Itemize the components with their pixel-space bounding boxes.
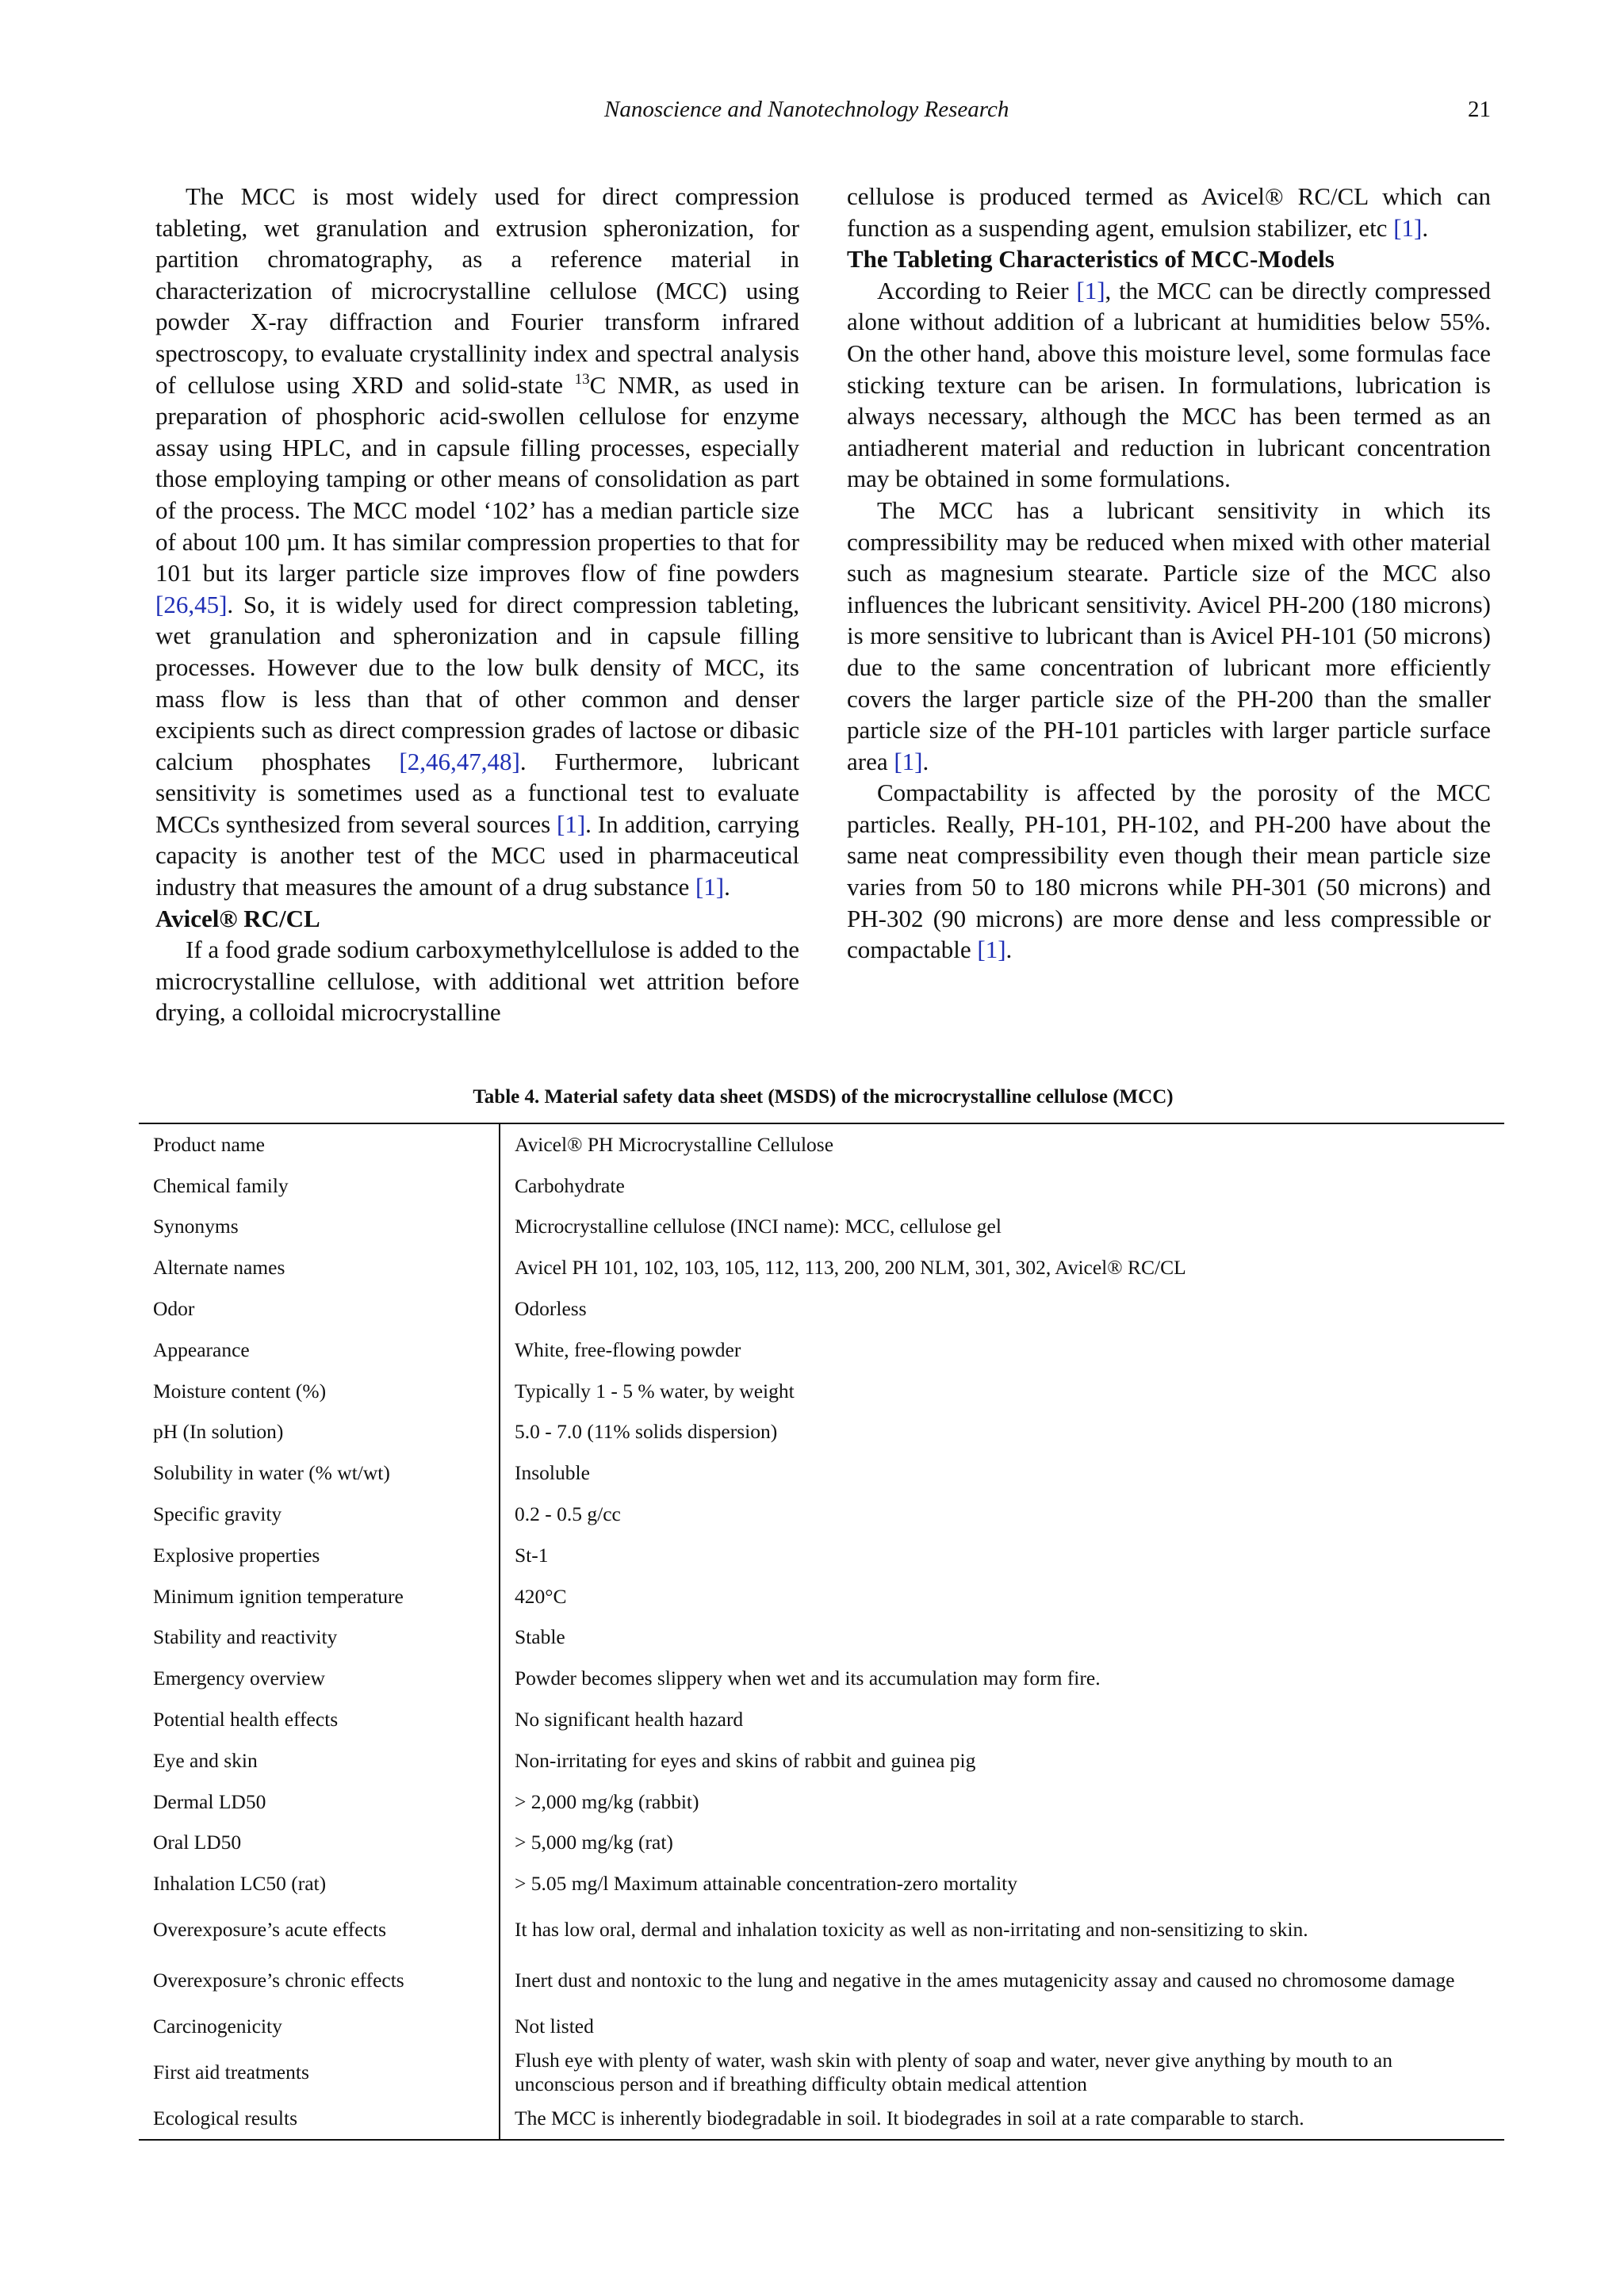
citation-link[interactable]: [26,45] (155, 590, 228, 618)
value-cell: No significant health hazard (515, 1708, 744, 1732)
property-cell: Oral LD50 (139, 1823, 500, 1864)
property-cell: Appearance (139, 1330, 500, 1371)
value-cell: > 2,000 mg/kg (rabbit) (515, 1789, 699, 1813)
property-cell: Specific gravity (139, 1494, 500, 1535)
property-cell: Stability and reactivity (139, 1617, 500, 1659)
table-row (139, 1576, 1504, 1617)
property-cell: Explosive properties (139, 1535, 500, 1576)
property-cell: Carcinogenicity (139, 2006, 500, 2047)
value-cell: Avicel PH 101, 102, 103, 105, 112, 113, 200, 200 NLM, 301, 302, Avicel® RC/CL (515, 1256, 1186, 1280)
value-cell: Insoluble (515, 1461, 590, 1485)
citation-link[interactable]: [1] (1393, 213, 1423, 242)
property-cell: Ecological results (139, 2098, 500, 2140)
table-row (139, 1658, 1504, 1699)
journal-title: Nanoscience and Nanotechnology Research (604, 97, 1009, 122)
table-row (139, 1863, 1504, 1904)
value-cell: Carbohydrate (515, 1173, 625, 1197)
table-row (139, 1535, 1504, 1576)
page-header (0, 97, 1624, 128)
value-cell: Flush eye with plenty of water, wash skin with plenty of soap and water, never give anything by mouth to an unconscious person and if breathing difficulty obtain medical attention (515, 2048, 1392, 2095)
citation-link[interactable]: [1] (695, 873, 725, 901)
paragraph (847, 181, 1491, 243)
property-cell: Solubility in water (% wt/wt) (139, 1452, 500, 1494)
property-cell: Dermal LD50 (139, 1781, 500, 1823)
property-cell: Potential health effects (139, 1699, 500, 1740)
table-row (139, 1740, 1504, 1781)
property-cell: First aid treatments (139, 2047, 500, 2098)
value-cell: 5.0 - 7.0 (11% solids dispersion) (515, 1420, 778, 1444)
table-row (139, 1330, 1504, 1371)
property-cell: Emergency overview (139, 1658, 500, 1699)
table-row (139, 1207, 1504, 1248)
paragraph (847, 275, 1491, 495)
table-row (139, 1955, 1504, 2006)
value-cell: Non-irritating for eyes and skins of rabbit and guinea pig (515, 1748, 976, 1772)
table-row (139, 1412, 1504, 1453)
paragraph (155, 181, 799, 903)
table-row (139, 2047, 1504, 2098)
table-caption: Table 4. Material safety data sheet (MSDS) of the microcrystalline cellulose (MCC) (473, 1086, 1174, 1108)
text-run: . (724, 873, 730, 901)
property-cell: Alternate names (139, 1247, 500, 1288)
text-run: . So, it is widely used for direct compression tableting, wet granulation and spheronization and in capsule filling processes. However due to the low bulk density of MCC, its mass flow is less than that of other common and denser excipients such as direct compression grades of lactose or dibasic calcium phosphates (155, 590, 799, 775)
table-row (139, 1123, 1504, 1165)
text-run: According to Reier (877, 276, 1077, 304)
property-cell: pH (In solution) (139, 1412, 500, 1453)
property-cell: Inhalation LC50 (rat) (139, 1863, 500, 1904)
property-cell: Overexposure’s acute effects (139, 1904, 500, 1955)
table-body (139, 1123, 1504, 2140)
paragraph (847, 495, 1491, 777)
property-cell: Overexposure’s chronic effects (139, 1955, 500, 2006)
text-run: , the MCC can be directly compressed alone without addition of a lubricant at humidities below 55%. On the other hand, above this moisture level, some formulas face sticking texture can be arisen. In formulations, lubrication is always necessary, although the MCC has been termed as an antiadherent material and reduction in lubricant concentration may be obtained in some formulations. (847, 276, 1491, 493)
value-cell: > 5.05 mg/l Maximum attainable concentration-zero mortality (515, 1872, 1017, 1896)
citation-link[interactable]: [1] (894, 747, 923, 775)
value-cell: 420°C (515, 1584, 567, 1608)
property-cell: Chemical family (139, 1165, 500, 1207)
text-run: . (1422, 213, 1429, 242)
citation-link[interactable]: [1] (977, 936, 1006, 964)
property-cell: Odor (139, 1288, 500, 1330)
paragraph (847, 777, 1491, 966)
table-row (139, 2098, 1504, 2140)
property-cell: Product name (139, 1123, 500, 1165)
value-cell: Odorless (515, 1297, 587, 1321)
text-run: Compactability is affected by the porosity of the MCC particles. Really, PH-101, PH-102, and PH-200 have about the same neat compressibility even though their mean particle size varies from 50 to 180 microns while PH-301 (50 microns) and PH-302 (90 microns) are more dense and less compressible or compactable (847, 779, 1491, 964)
text-run: The MCC is most widely used for direct compression tableting, wet granulation and extrusion spheronization, for partition chromatography, as a reference material in characterization of microcrystalline cellulose (MCC) using powder X-ray diffraction and Fourier transform infrared spectroscopy, to evaluate crystallinity index and spectral analysis of cellulose using XRD and solid-state (155, 182, 799, 399)
text-run: The MCC has a lubricant sensitivity in which its compressibility may be reduced when mixed with other material such as magnesium stearate. Particle size of the MCC also influences the lubricant sensitivity. Avicel PH-200 (180 microns) is more sensitive to lubricant than is Avicel PH-101 (50 microns) due to the same concentration of lubricant more efficiently covers the larger particle size of the PH-200 than the smaller particle size of the PH-101 particles with larger particle surface area (847, 496, 1491, 775)
value-cell: It has low oral, dermal and inhalation toxicity as well as non-irritating and non-sensitizing to skin. (515, 1918, 1308, 1942)
citation-link[interactable]: [1] (1076, 276, 1105, 304)
left-column (155, 181, 799, 1028)
value-cell: Microcrystalline cellulose (INCI name): MCC, cellulose gel (515, 1215, 1002, 1238)
value-cell: St-1 (515, 1543, 549, 1567)
section-heading: Avicel® RC/CL (155, 904, 320, 932)
text-run: . In addition, carrying capacity is another test of the MCC used in pharmaceutical industry that measures the amount of a drug substance (155, 809, 800, 901)
property-cell: Eye and skin (139, 1740, 500, 1781)
table-row (139, 1823, 1504, 1864)
value-cell: Powder becomes slippery when wet and its accumulation may form fire. (515, 1667, 1101, 1690)
citation-link[interactable]: [1] (557, 809, 586, 838)
value-cell: The MCC is inherently biodegradable in soil. It biodegrades in soil at a rate comparable to starch. (515, 2106, 1304, 2130)
value-cell: Avicel® PH Microcrystalline Cellulose (515, 1132, 834, 1156)
table-row (139, 2006, 1504, 2047)
text-run: cellulose is produced termed as Avicel® RC/CL which can function as a suspending agent, emulsion stabilizer, etc (847, 182, 1491, 242)
table-row (139, 1699, 1504, 1740)
table-row (139, 1781, 1504, 1823)
section-heading: The Tableting Characteristics of MCC-Models (847, 245, 1335, 274)
text-run: C NMR, as used in preparation of phosphoric acid-swollen cellulose for enzyme assay using HPLC, and in capsule filling processes, especially those employing tamping or other means of consolidation as part of the process. The MCC model ‘102’ has a median particle size of about 100 µm. It has similar compression properties to that for 101 but its larger particle size improves flow of fine powders (155, 370, 799, 587)
table-row (139, 1452, 1504, 1494)
table-row (139, 1494, 1504, 1535)
table-row (139, 1288, 1504, 1330)
value-cell: Typically 1 - 5 % water, by weight (515, 1379, 795, 1402)
table-row (139, 1247, 1504, 1288)
table-row (139, 1617, 1504, 1659)
table-row (139, 1371, 1504, 1412)
text-run: . Furthermore, lubricant sensitivity is sometimes used as a functional test to evaluate MCCs synthesized from several sources (155, 747, 799, 838)
value-cell: > 5,000 mg/kg (rat) (515, 1831, 673, 1854)
text-run: . (1005, 936, 1013, 964)
value-cell: White, free-flowing powder (515, 1337, 741, 1361)
paragraph: If a food grade sodium carboxymethylcellulose is added to the microcrystalline cellulose, with additional wet attrition before drying, a colloidal microcrystalline (155, 936, 799, 1027)
value-cell: 0.2 - 0.5 g/cc (515, 1502, 621, 1526)
page-number: 21 (1468, 97, 1491, 122)
value-cell: Stable (515, 1625, 565, 1649)
msds-table (139, 1123, 1504, 2141)
property-cell: Moisture content (%) (139, 1371, 500, 1412)
property-cell: Minimum ignition temperature (139, 1576, 500, 1617)
table-row (139, 1904, 1504, 1955)
superscript: 13 (574, 370, 590, 388)
value-cell: Inert dust and nontoxic to the lung and negative in the ames mutagenicity assay and caused no chromosome damage (515, 1969, 1455, 1992)
property-cell: Synonyms (139, 1207, 500, 1248)
value-cell: Not listed (515, 2015, 594, 2038)
right-column (847, 181, 1491, 966)
text-run: . (922, 747, 929, 775)
table-row (139, 1165, 1504, 1207)
citation-link[interactable]: [2,46,47,48] (399, 747, 520, 775)
